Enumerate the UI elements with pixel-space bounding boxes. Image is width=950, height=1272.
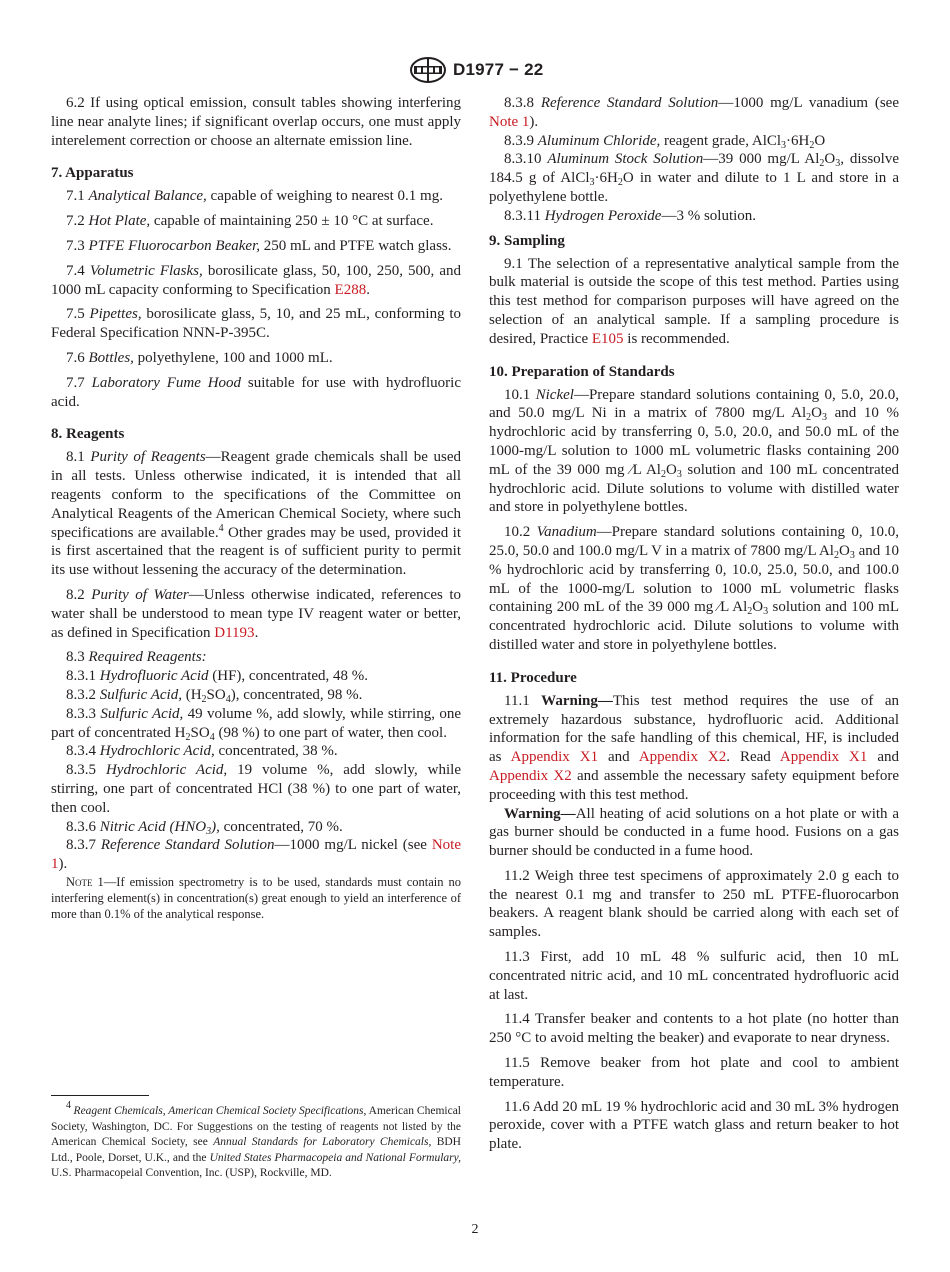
- paragraph-8-3-7: 8.3.7 Reference Standard Solution—1000 mg/L nickel (see Note 1).: [51, 837, 461, 873]
- page-header: [0, 56, 950, 86]
- paragraph-8-3-10: 8.3.10 Aluminum Stock Solution—39 000 mg/L $Al_2O_3$, dissolve 184.5 g of $AlCl_3\cdot 6H_2O$ in water and dilute to 1 L and store in a polyethylene bottle.: [489, 151, 900, 205]
- paragraph-8-3-4: 8.3.4 Hydrochloric Acid, concentrated, 38 %.: [66, 743, 338, 760]
- paragraph-9-1: 9.1 The selection of a representative analytical sample from the bulk material is outside the scope of this test method. Parties using this test method for comparison purposes will have agreed on the selection of an analytical sample. If a sampling procedure is desired, Practice E105 is recommended.: [489, 255, 899, 347]
- link-note-1[interactable]: Note 1: [489, 113, 530, 130]
- paragraph-8-3-5: 8.3.5 Hydrochloric Acid, 19 volume %, add slowly, while stirring, one part of concentrated HCl (38 %) to one part of water, then cool.: [51, 762, 461, 816]
- footnote-4: $^4$ Reagent Chemicals, American Chemical Society Specifications, American Chemical Society, Washington, DC. For Suggestions on the testing of reagents not listed by the American Chemical Society, see Annual Standards for Laboratory Chemicals, BDH Ltd., Poole, Dorset, U.K., and the United States Pharmacopeia and National Formulary, U.S. Pharmacopeial Convention, Inc. (USP), Rockville, MD.: [51, 1100, 461, 1180]
- paragraph-8-2: 8.2 Purity of Water—Unless otherwise indicated, references to water shall be understood to mean type IV reagent water or better, as defined in Specification D1193.: [51, 586, 461, 641]
- paragraph-7-5: 7.5 Pipettes, borosilicate glass, 5, 10, and 25 mL, conforming to Federal Specification NNN-P-395C.: [51, 306, 461, 342]
- paragraph-8-3: 8.3 Required Reagents:: [66, 649, 207, 666]
- paragraph-7-3: 7.3 PTFE Fluorocarbon Beaker, 250 mL and PTFE watch glass.: [66, 237, 452, 254]
- left-column: [51, 94, 461, 928]
- link-e288[interactable]: E288: [334, 281, 367, 298]
- link-appendix-x1[interactable]: Appendix X1: [510, 749, 599, 766]
- paragraph-7-2: 7.2 Hot Plate, capable of maintaining 250 ± 10 °C at surface.: [66, 213, 434, 230]
- footnote-ref-4: 4: [218, 522, 224, 534]
- paragraph-8-3-9: 8.3.9 Aluminum Chloride, reagent grade, $AlCl_3\cdot 6H_2O$: [504, 132, 826, 151]
- document-id: D1977 − 22: [453, 60, 544, 79]
- paragraph-11-3: 11.3 First, add 10 mL 48 % sulfuric acid, then 10 mL concentrated nitric acid, and 10 mL concentrated hydrofluoric acid at last.: [489, 949, 899, 1003]
- link-appendix-x1[interactable]: Appendix X1: [779, 749, 868, 766]
- paragraph-10-2: 10.2 Vanadium—Prepare standard solutions containing 0, 10.0, 25.0, 50.0 and 100.0 mg/L V in a matrix of 7800 mg/L $Al_2O_3$ and 10 % hydrochloric acid by transferring 0, 10.0, 25.0, 50.0, and 100.0 mL of the 1000-mg/L solution to 1000 mL volumetric flasks containing 200 mL of the 39 000 mg ⁄L $Al_2O_3$ solution and 100 mL concentrated hydrochloric acid. Dilute solutions to volume with distilled water and store in polyethylene bottles.: [489, 524, 900, 653]
- link-appendix-x2[interactable]: Appendix X2: [489, 767, 572, 784]
- right-column: [489, 94, 899, 1160]
- paragraph-11-4: 11.4 Transfer beaker and contents to a hot plate (no hotter than 250 °C to avoid melting the beaker) and evaporate to near dryness.: [489, 1011, 899, 1047]
- paragraph-7-6: 7.6 Bottles, polyethylene, 100 and 1000 mL.: [66, 349, 333, 366]
- paragraph-8-3-3: 8.3.3 Sulfuric Acid, 49 volume %, add slowly, while stirring, one part of concentrated $H_2SO_4$ (98 %) to one part of water, then cool.: [51, 705, 461, 743]
- section-heading-preparation-of-standards: 10. Preparation of Standards: [489, 363, 675, 380]
- link-d1193[interactable]: D1193: [214, 624, 255, 641]
- footnote-divider: [51, 1095, 149, 1096]
- paragraph-8-3-2: 8.3.2 Sulfuric Acid, $(H_2SO_4)$, concentrated, 98 %.: [66, 686, 363, 705]
- section-heading-apparatus: 7. Apparatus: [51, 165, 134, 182]
- paragraph-10-1: 10.1 Nickel—Prepare standard solutions containing 0, 5.0, 20.0, and 50.0 mg/L Ni in a matrix of 7800 mg/L $Al_2O_3$ and 10 % hydrochloric acid by transferring 0, 5.0, 20.0, and 50.0 mL of the 1000-mg/L solution to 1000 mL volumetric flasks containing 200 mL of the 39 000 mg ⁄L $Al_2O_3$ solution and 100 mL concentrated hydrochloric acid. Dilute solutions to volume with distilled water and store in polyethylene bottles.: [489, 386, 900, 516]
- paragraph-8-3-6: 8.3.6 Nitric Acid $(HNO_3)$, concentrated, 70 %.: [66, 818, 343, 837]
- link-note-1[interactable]: Note 1: [51, 837, 461, 873]
- link-appendix-x2[interactable]: Appendix X2: [638, 749, 727, 766]
- paragraph-7-1: 7.1 Analytical Balance, capable of weighing to nearest 0.1 mg.: [66, 188, 443, 205]
- paragraph-7-4: 7.4 Volumetric Flasks, borosilicate glass, 50, 100, 250, 500, and 1000 mL capacity conforming to Specification E288.: [51, 262, 462, 298]
- astm-logo-icon: [408, 56, 448, 84]
- paragraph-8-3-8: 8.3.8 Reference Standard Solution—1000 mg/L vanadium (see Note 1).: [489, 95, 899, 130]
- section-heading-reagents: 8. Reagents: [51, 426, 125, 443]
- paragraph-11-5: 11.5 Remove beaker from hot plate and cool to ambient temperature.: [489, 1055, 899, 1090]
- paragraph-8-3-11: 8.3.11 Hydrogen Peroxide—3 % solution.: [504, 207, 757, 224]
- link-e105[interactable]: E105: [591, 330, 624, 347]
- paragraph-11-1: 11.1 Warning—This test method requires the use of an extremely hazardous substance, hydrofluoric acid. Additional information for the safe handling of this chemical, HF, is included as Appendix X1 and Appendix X2. Read Appendix X1 and Appendix X2 and assemble the necessary safety equipment before proceeding with this test method.: [489, 692, 899, 803]
- paragraph-6-2: 6.2 If using optical emission, consult tables showing interfering line near analyte lines; if significant overlap occurs, one must apply interelement correction or choose an alternate emission line.: [51, 95, 461, 149]
- section-heading-sampling: 9. Sampling: [489, 232, 565, 249]
- note-1: Note 1—If emission spectrometry is to be used, standards must contain no interfering element(s) in concentration(s) great enough to yield an interference of more than 0.1% of the analytical response.: [51, 874, 461, 921]
- paragraph-8-3-1: 8.3.1 Hydrofluoric Acid (HF), concentrated, 48 %.: [66, 668, 369, 685]
- section-heading-procedure: 11. Procedure: [489, 669, 577, 686]
- paragraph-8-1: 8.1 Purity of Reagents—Reagent grade chemicals shall be used in all tests. Unless otherwise indicated, it is intended that all reagents conform to the specifications of the Committee on Analytical Reagents of the American Chemical Society, where such specifications are available.$^4$ Other grades may be used, provided it is first ascertained that the reagent is of sufficient purity to permit its use without lessening the accuracy of the determination.: [51, 449, 461, 579]
- warning-paragraph: Warning—All heating of acid solutions on a hot plate or with a gas burner should be conducted in a fume hood. Fusions on a gas burner should be conducted in a fume hood.: [489, 805, 899, 860]
- paragraph-7-7: 7.7 Laboratory Fume Hood suitable for use with hydrofluoric acid.: [51, 374, 461, 410]
- page-number: 2: [471, 1222, 479, 1237]
- paragraph-11-2: 11.2 Weigh three test specimens of approximately 2.0 g each to the nearest 0.1 mg and transfer to 250 mL PTFE-fluorocarbon beakers. A reagent blank should be carried along with each set of samples.: [489, 867, 899, 941]
- paragraph-11-6: 11.6 Add 20 mL 19 % hydrochloric acid and 30 mL 3% hydrogen peroxide, cover with a PTFE watch glass and return beaker to hot plate.: [489, 1098, 899, 1153]
